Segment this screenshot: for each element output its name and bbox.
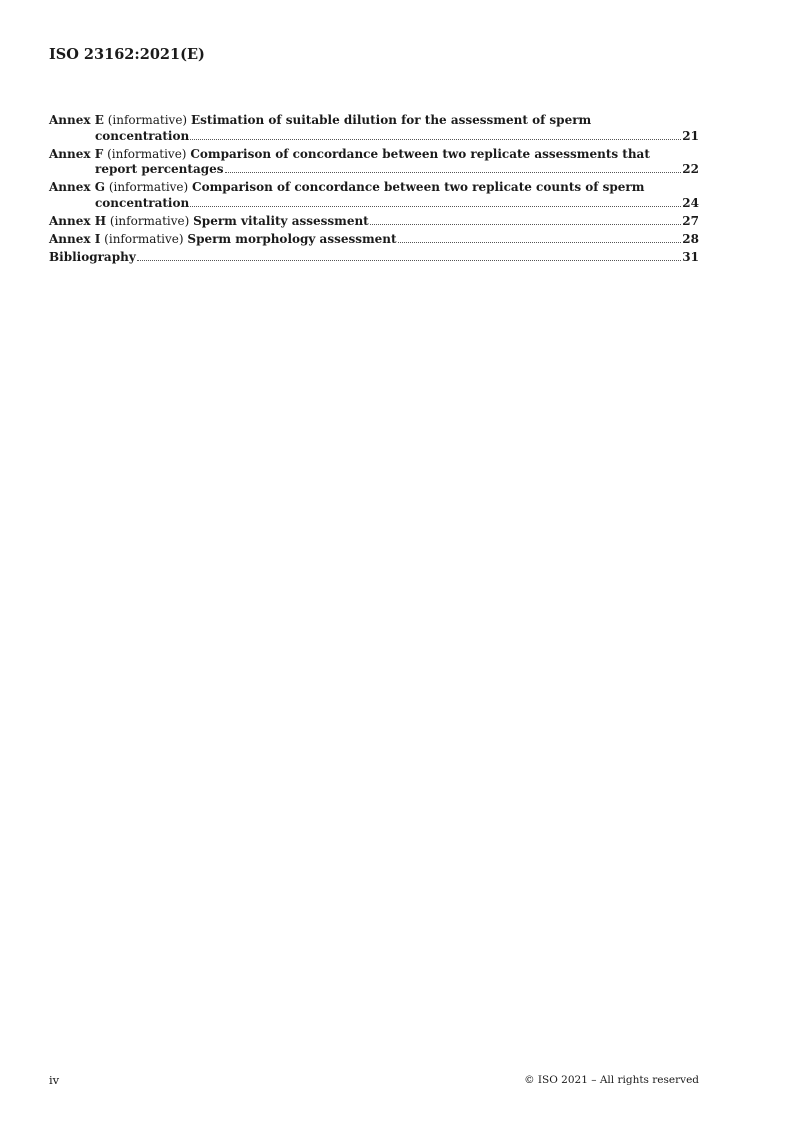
dot-leader xyxy=(190,138,681,140)
page-number: 28 xyxy=(682,231,699,246)
annex-title: Sperm morphology assessment xyxy=(187,231,397,246)
annex-label: Annex E xyxy=(49,113,104,127)
annex-title: Comparison of concordance between two replicate counts of sperm xyxy=(192,180,645,194)
annex-label: Annex I xyxy=(49,231,101,246)
annex-type: (informative) xyxy=(107,113,188,127)
annex-title: Sperm vitality assessment xyxy=(193,213,369,228)
table-of-contents xyxy=(49,113,699,268)
annex-type: (informative) xyxy=(108,180,189,194)
toc-entry-annex-g[interactable] xyxy=(49,180,699,211)
toc-entry-bibliography[interactable] xyxy=(49,250,699,266)
page-number: 24 xyxy=(682,195,699,210)
dot-leader xyxy=(190,205,681,207)
annex-title-continued: concentration xyxy=(95,128,190,143)
annex-type: (informative) xyxy=(109,213,190,228)
annex-type: (informative) xyxy=(104,231,184,246)
document-id: ISO 23162:2021(E) xyxy=(49,46,205,63)
toc-entry-annex-i[interactable] xyxy=(49,232,699,248)
annex-title-continued: concentration xyxy=(95,195,190,210)
dot-leader xyxy=(225,171,682,173)
footer-page-number: iv xyxy=(49,1073,60,1087)
footer-copyright: © ISO 2021 – All rights reserved xyxy=(524,1074,699,1086)
toc-entry-annex-f[interactable] xyxy=(49,147,699,178)
bibliography-title: Bibliography xyxy=(49,249,136,264)
dot-leader xyxy=(370,223,682,225)
annex-label: Annex F xyxy=(49,146,104,161)
dot-leader xyxy=(137,259,682,261)
toc-entry-annex-e[interactable] xyxy=(49,113,699,144)
annex-title: Estimation of suitable dilution for the assessment of sperm xyxy=(190,113,592,127)
annex-type: (informative) xyxy=(107,146,187,161)
page-number: 31 xyxy=(682,249,699,264)
page-number: 27 xyxy=(682,213,699,228)
page-number: 22 xyxy=(682,162,699,176)
page-number: 21 xyxy=(682,128,699,143)
annex-title: Comparison of concordance between two replicate assessments that xyxy=(190,146,650,161)
toc-entry-annex-h[interactable] xyxy=(49,214,699,230)
dot-leader xyxy=(398,241,682,243)
annex-title-continued: report percentages xyxy=(95,162,224,176)
annex-label: Annex G xyxy=(49,180,105,194)
annex-label: Annex H xyxy=(49,213,107,228)
